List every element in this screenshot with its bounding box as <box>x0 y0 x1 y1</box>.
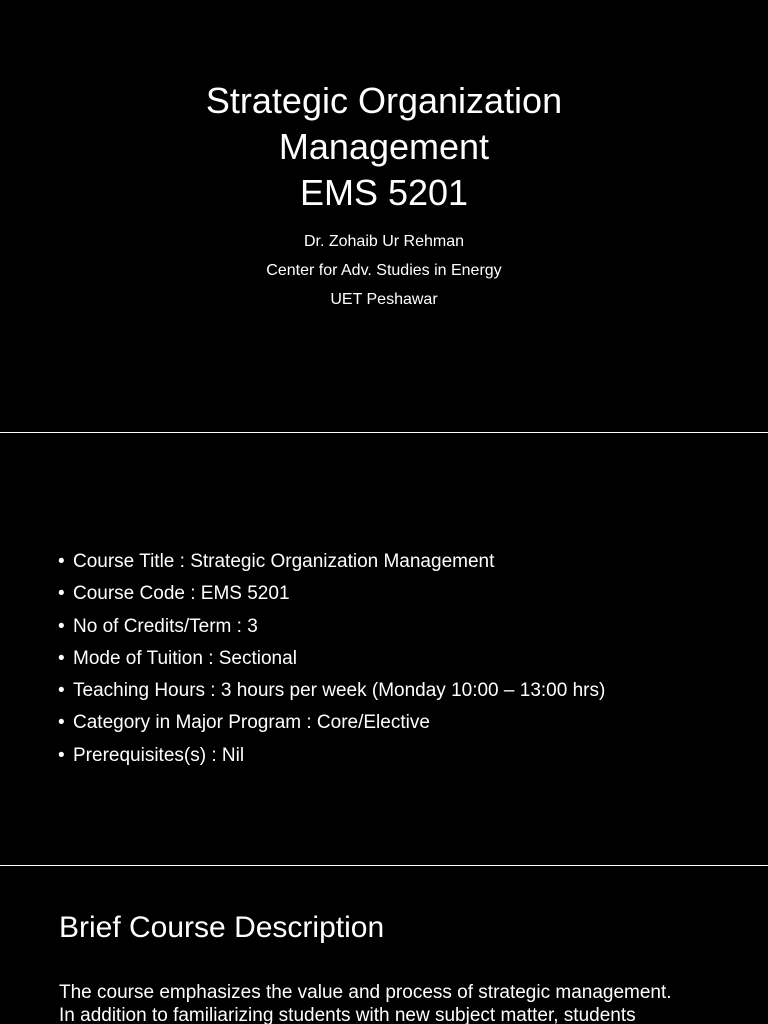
bullet-icon: • <box>58 744 65 766</box>
bullet-icon: • <box>58 583 65 605</box>
list-item <box>58 740 605 772</box>
slide-subtitle <box>0 227 768 314</box>
list-item-text: Mode of Tuition : Sectional <box>73 647 297 669</box>
course-info-list <box>58 546 605 772</box>
title-line: Strategic Organization <box>205 80 563 121</box>
description-line: The course emphasizes the value and process of strategic management. <box>59 982 672 1003</box>
slide-title <box>0 78 768 216</box>
description-line: In addition to familiarizing students with new subject matter, students <box>59 1005 636 1024</box>
course-description-slide <box>0 866 768 1024</box>
list-item-text: Course Code : EMS 5201 <box>73 583 290 605</box>
list-item <box>58 578 605 610</box>
section-heading: Brief Course Description <box>59 911 385 944</box>
title-slide <box>0 0 768 432</box>
bullet-icon: • <box>58 615 65 637</box>
bullet-icon: • <box>58 647 65 669</box>
bullet-icon: • <box>58 712 65 734</box>
author-department: Center for Adv. Studies in Energy <box>266 262 502 279</box>
list-item <box>58 675 605 707</box>
list-item <box>58 611 605 643</box>
list-item-text: No of Credits/Term : 3 <box>73 615 258 637</box>
title-line: EMS 5201 <box>299 172 469 213</box>
list-item-text: Category in Major Program : Core/Elective <box>73 712 430 734</box>
list-item-text: Course Title : Strategic Organization Management <box>73 551 495 572</box>
list-item <box>58 707 605 739</box>
list-item <box>58 546 605 578</box>
description-body <box>59 981 719 1024</box>
author-name: Dr. Zohaib Ur Rehman <box>303 233 465 250</box>
title-line: Management <box>278 126 490 167</box>
course-info-slide <box>0 433 768 865</box>
list-item <box>58 643 605 675</box>
bullet-icon: • <box>58 680 65 702</box>
bullet-icon: • <box>58 551 65 572</box>
list-item-text: Prerequisites(s) : Nil <box>73 744 245 766</box>
list-item-text: Teaching Hours : 3 hours per week (Monday 10:00 – 13:00 hrs) <box>73 680 606 702</box>
author-institution: UET Peshawar <box>330 291 438 308</box>
